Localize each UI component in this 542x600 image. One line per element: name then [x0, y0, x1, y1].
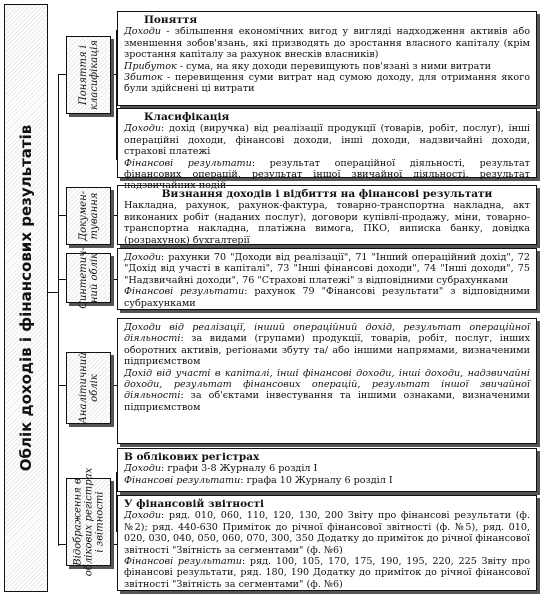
category-concept-classification [66, 36, 111, 114]
registers-income-term: Доходи [124, 463, 162, 475]
category-analytical [66, 352, 111, 424]
connector-4 [58, 385, 66, 386]
documentation-text: Накладна, рахунок, рахунок-фактура, товарно-транспортна накладна, акт виконаних робіт (наданих послуг), договори купівлі-продажу, міни, товарно-транспортна накладна, платіжна вимога, ПКО, виписка банку, довідка (розрахунок) бухгалтерії [124, 200, 530, 246]
concept-profit-def: - сума, на яку доходи перевищують пов'язані з ними витрати [176, 60, 492, 72]
connector-3 [58, 279, 66, 280]
classification-box [117, 108, 537, 192]
registers-heading: В облікових регістрах [124, 451, 260, 463]
analytical-p1-plain: : за видами (групами) продукції, товарів, робіт, послуг, інших оборотних активів, регіонами збуту та/ або іншими напрямами, визначеними підприємством [124, 333, 530, 368]
reporting-heading: У фінансовій звітності [124, 498, 265, 510]
reporting-fin-term: Фінансові результати [124, 556, 242, 568]
reporting-box [117, 495, 537, 591]
category-synthetic [66, 247, 111, 309]
synthetic-box [117, 248, 537, 310]
connector-spine [58, 74, 59, 546]
category-documentation [66, 187, 111, 245]
category-2-line1: Докумен- [77, 190, 89, 242]
category-5-line1: Відображення в [72, 478, 83, 566]
category-5-line3: і звітності [94, 491, 105, 553]
registers-income-def: : графи 3-8 Журналу 6 розділ I [161, 463, 318, 475]
classification-income-def: : дохід (виручка) від реалізації продукції (товарів, робіт, послуг), інші операційні доходи, фінансові доходи, інші доходи, надзвичайні доходи, страхові платежі [124, 123, 530, 158]
outer-title-box [4, 4, 48, 592]
concept-heading: Поняття [144, 14, 198, 26]
registers-box [117, 448, 537, 492]
connector-1 [58, 74, 66, 75]
documentation-heading: Визнання доходів і відбиття на фінансові результати [161, 188, 493, 200]
registers-fin-def: : графа 10 Журналу 6 розділ I [240, 474, 393, 486]
synthetic-income-def: : рахунки 70 "Доходи від реалізації", 71 "Інший операційний дохід", 72 "Дохід від участі в капіталі", 73 "Інші фінансові доходи", 74 "Інші доходи", 75 "Надзвичайні доходи", 76 "Страхові платежі" з відповідними субрахунками [124, 252, 530, 286]
analytical-p1-italic: Доходи від реалізації, інший операційний дохід, результат операційної діяльності [124, 322, 530, 345]
registers-fin-term: Фінансові результати [124, 474, 241, 486]
classification-fin-term: Фінансові результати [124, 157, 252, 169]
synthetic-fin-term: Фінансові результати [124, 286, 245, 298]
connector-main [48, 292, 58, 293]
connector-5 [58, 544, 66, 545]
classification-income-term: Доходи [124, 123, 162, 135]
concept-loss-def: - перевищення суми витрат над сумою доходу, для отримання якого були здійснені ці витрати [124, 72, 530, 95]
documentation-box [117, 185, 537, 245]
category-4-line2: облік [88, 374, 100, 402]
category-5-line2: облікових регістрах [83, 467, 94, 577]
category-2-line2: тування [88, 192, 100, 240]
connector-2 [58, 215, 66, 216]
category-1-line2: класифікація [88, 39, 100, 111]
concept-income-term: Доходи [124, 26, 162, 38]
category-4-line1: Аналітичний [77, 352, 89, 424]
reporting-income-def: : ряд. 010, 060, 110, 120, 130, 200 Звіту про фінансові результати (ф. №2); ряд. 440-630 Приміток до річної фінансової звітності (ф. №5), ряд. 010, 020, 030, 040, 050, 060, 070, 300, 350 Додатку до приміток до річної фінансової звітності "Звітність за сегментами" (ф. №6) [124, 510, 530, 556]
outer-title: Облік доходів і фінансових результатів [17, 124, 35, 472]
category-1-line1: Поняття і [77, 45, 89, 105]
concept-loss-term: Збиток [124, 72, 163, 84]
category-3-line2: ний облік [88, 252, 100, 304]
classification-heading: Класифікація [144, 111, 230, 123]
reporting-fin-def: : ряд. 100, 105, 170, 175, 190, 195, 220, 225 Звіту про фінансові результати, ряд. 180, 190 Додатку до приміток до річної фінансової звітності "Звітність за сегментами" (ф. №6) [124, 556, 530, 590]
concept-profit-term: Прибуток [124, 60, 177, 72]
category-3-line1: Синтетич- [77, 247, 89, 309]
concept-box [117, 11, 537, 106]
concept-income-def: - збільшення економічних вигод у вигляді надходження активів або зменшення зобов'язань, які призводять до зростання власного капіталу (крім зростання капіталу за рахунок внесків власників) [124, 26, 530, 61]
synthetic-fin-def: : рахунок 79 "Фінансові результати" з відповідними субрахунками [124, 286, 530, 309]
category-registers-reporting [66, 467, 111, 577]
analytical-box [117, 318, 537, 444]
reporting-income-term: Доходи [124, 510, 162, 522]
synthetic-income-term: Доходи [124, 252, 162, 263]
classification-fin-def: : результат операційної діяльності, результат фінансових операцій, результат іншої звичайної діяльності, результат надзвичайних подій [124, 157, 530, 192]
analytical-p2-italic: Дохід від участі в капіталі, інші фінансові доходи, інші доходи, надзвичайні доходи, результат фінансових операцій, результат іншої звичайної діяльності [124, 367, 530, 402]
analytical-p2-plain: : за об'єктами інвестування та іншими ознаками, визначеними підприємством [124, 390, 530, 413]
